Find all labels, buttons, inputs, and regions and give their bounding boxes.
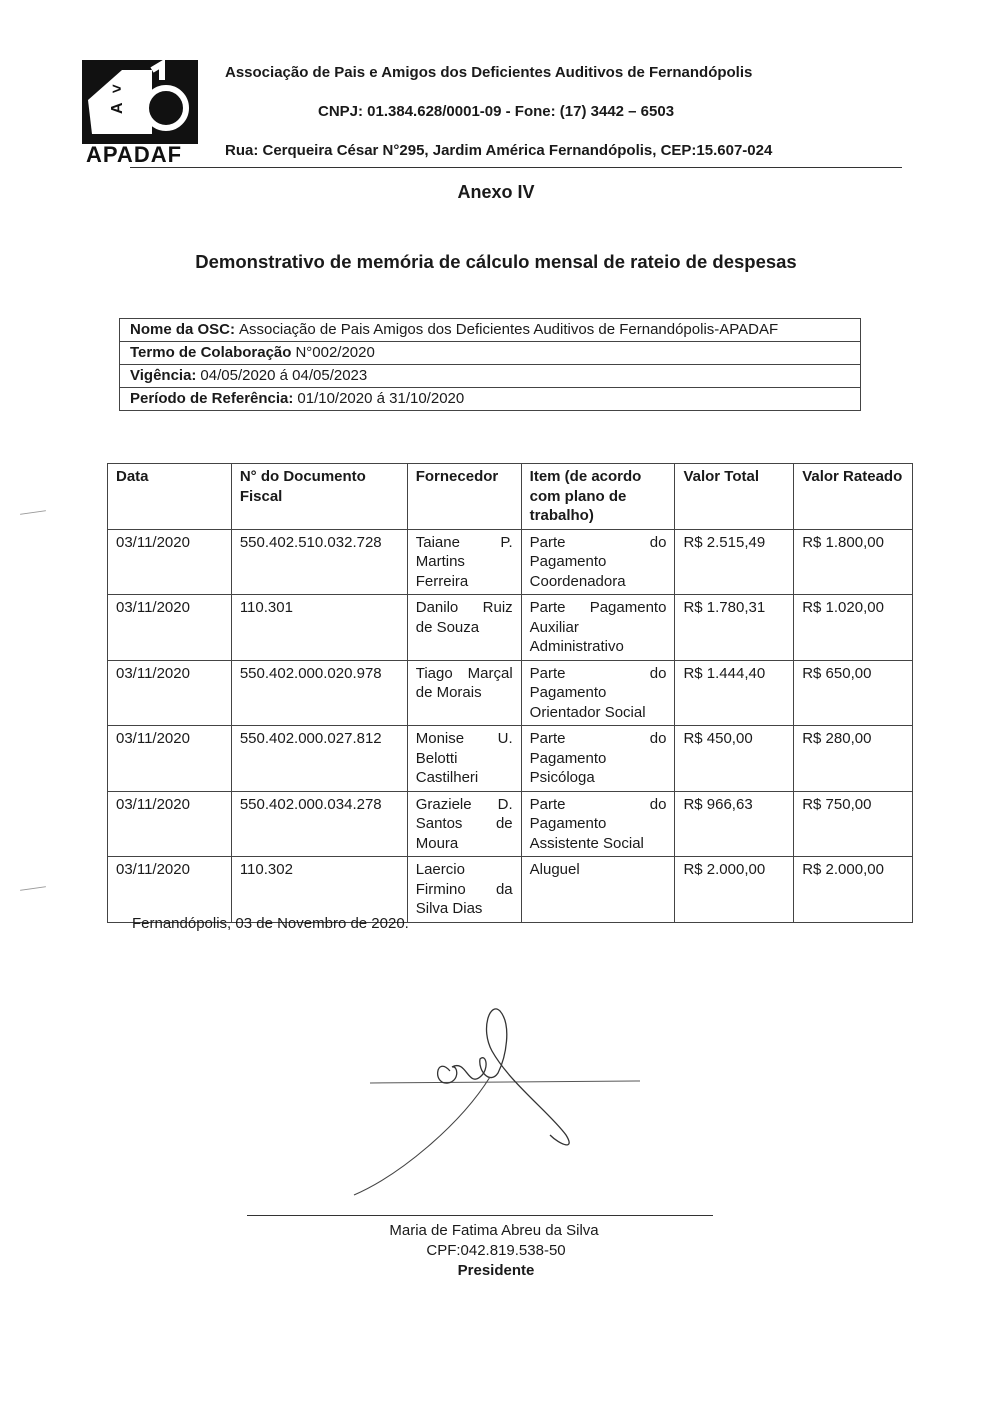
- term-row: [120, 341, 860, 364]
- cell-date: 03/11/2020: [108, 595, 232, 661]
- signatory-name: Maria de Fatima Abreu da Silva: [389, 1222, 599, 1239]
- cell-rateado: R$ 280,00: [794, 726, 913, 792]
- cell-item: Parte do Pagamento Psicóloga: [521, 726, 675, 792]
- cell-supplier: Tiago Marçal de Morais: [407, 660, 521, 726]
- place-date: Fernandópolis, 03 de Novembro de 2020.: [132, 915, 409, 932]
- scan-mark: [20, 510, 46, 515]
- period-row: [120, 387, 860, 410]
- cell-date: 03/11/2020: [108, 660, 232, 726]
- term-value: N°002/2020: [295, 344, 375, 361]
- address: Rua: Cerqueira César N°295, Jardim América Fernandópolis, CEP:15.607-024: [225, 142, 773, 159]
- cell-rateado: R$ 750,00: [794, 791, 913, 857]
- org-name: Associação de Pais e Amigos dos Deficientes Auditivos de Fernandópolis: [225, 64, 753, 81]
- cell-supplier: Monise U. Belotti Castilheri: [407, 726, 521, 792]
- handwritten-signature: [340, 995, 660, 1205]
- cell-item: Parte do Pagamento Coordenadora: [521, 529, 675, 595]
- cell-total: R$ 1.780,31: [675, 595, 794, 661]
- cell-total: R$ 2.515,49: [675, 529, 794, 595]
- cell-total: R$ 1.444,40: [675, 660, 794, 726]
- cnpj-phone: CNPJ: 01.384.628/0001-09 - Fone: (17) 3442 – 6503: [318, 103, 675, 120]
- signatory-cpf: CPF:042.819.538-50: [426, 1242, 566, 1259]
- table-header-row: [108, 464, 913, 530]
- scan-mark: [20, 886, 46, 891]
- cell-rateado: R$ 650,00: [794, 660, 913, 726]
- col-header-total: Valor Total: [675, 464, 794, 530]
- table-row: [108, 660, 913, 726]
- cell-document: 110.301: [231, 595, 407, 661]
- table-row: [108, 791, 913, 857]
- cell-item: Aluguel: [521, 857, 675, 923]
- col-header-supplier: Fornecedor: [407, 464, 521, 530]
- cell-rateado: R$ 2.000,00: [794, 857, 913, 923]
- annex-title: Anexo IV: [457, 182, 535, 202]
- period-value: 01/10/2020 á 31/10/2020: [297, 390, 465, 407]
- cell-supplier: Graziele D. Santos de Moura: [407, 791, 521, 857]
- cell-document: 550.402.000.027.812: [231, 726, 407, 792]
- apadaf-logo: [82, 60, 198, 144]
- cell-date: 03/11/2020: [108, 726, 232, 792]
- cell-document: 550.402.000.034.278: [231, 791, 407, 857]
- expense-table: [107, 463, 913, 923]
- cell-total: R$ 450,00: [675, 726, 794, 792]
- cell-document: 110.302: [231, 857, 407, 923]
- osc-name-row: [120, 319, 860, 341]
- validity-value: 04/05/2020 á 04/05/2023: [200, 367, 368, 384]
- cell-date: 03/11/2020: [108, 529, 232, 595]
- signatory-block: [0, 1221, 992, 1281]
- table-row: [108, 726, 913, 792]
- cell-item: Parte do Pagamento Assistente Social: [521, 791, 675, 857]
- table-row: [108, 595, 913, 661]
- logo-text: APADAF: [86, 142, 183, 167]
- col-header-rateado: Valor Rateado: [794, 464, 913, 530]
- cell-total: R$ 2.000,00: [675, 857, 794, 923]
- svg-text:A: A: [109, 102, 126, 114]
- cell-date: 03/11/2020: [108, 791, 232, 857]
- cell-document: 550.402.510.032.728: [231, 529, 407, 595]
- col-header-item: Item (de acordo com plano de trabalho): [521, 464, 675, 530]
- cell-document: 550.402.000.020.978: [231, 660, 407, 726]
- cell-supplier: Danilo Ruiz de Souza: [407, 595, 521, 661]
- col-header-document: N° do Documento Fiscal: [231, 464, 407, 530]
- osc-info-box: [119, 318, 861, 411]
- svg-text:>: >: [112, 81, 122, 98]
- signature-line: [247, 1215, 713, 1216]
- validity-label: Vigência:: [130, 367, 197, 384]
- osc-name-value: Associação de Pais Amigos dos Deficientes Auditivos de Fernandópolis-APADAF: [239, 321, 779, 338]
- table-row: [108, 857, 913, 923]
- document-title: Demonstrativo de memória de cálculo mensal de rateio de despesas: [195, 251, 797, 272]
- validity-row: [120, 364, 860, 387]
- cell-item: Parte Pagamento Auxiliar Administrativo: [521, 595, 675, 661]
- ear-logo-icon: [82, 60, 198, 144]
- cell-rateado: R$ 1.020,00: [794, 595, 913, 661]
- signatory-role: Presidente: [457, 1262, 535, 1279]
- cell-date: 03/11/2020: [108, 857, 232, 923]
- cell-total: R$ 966,63: [675, 791, 794, 857]
- cell-supplier: Taiane P. Martins Ferreira: [407, 529, 521, 595]
- cell-supplier: Laercio Firmino da Silva Dias: [407, 857, 521, 923]
- header-divider: [130, 167, 902, 168]
- period-label: Período de Referência:: [130, 390, 294, 407]
- cell-rateado: R$ 1.800,00: [794, 529, 913, 595]
- osc-name-label: Nome da OSC:: [130, 321, 236, 338]
- term-label: Termo de Colaboração: [130, 344, 292, 361]
- table-row: [108, 529, 913, 595]
- cell-item: Parte do Pagamento Orientador Social: [521, 660, 675, 726]
- col-header-date: Data: [108, 464, 232, 530]
